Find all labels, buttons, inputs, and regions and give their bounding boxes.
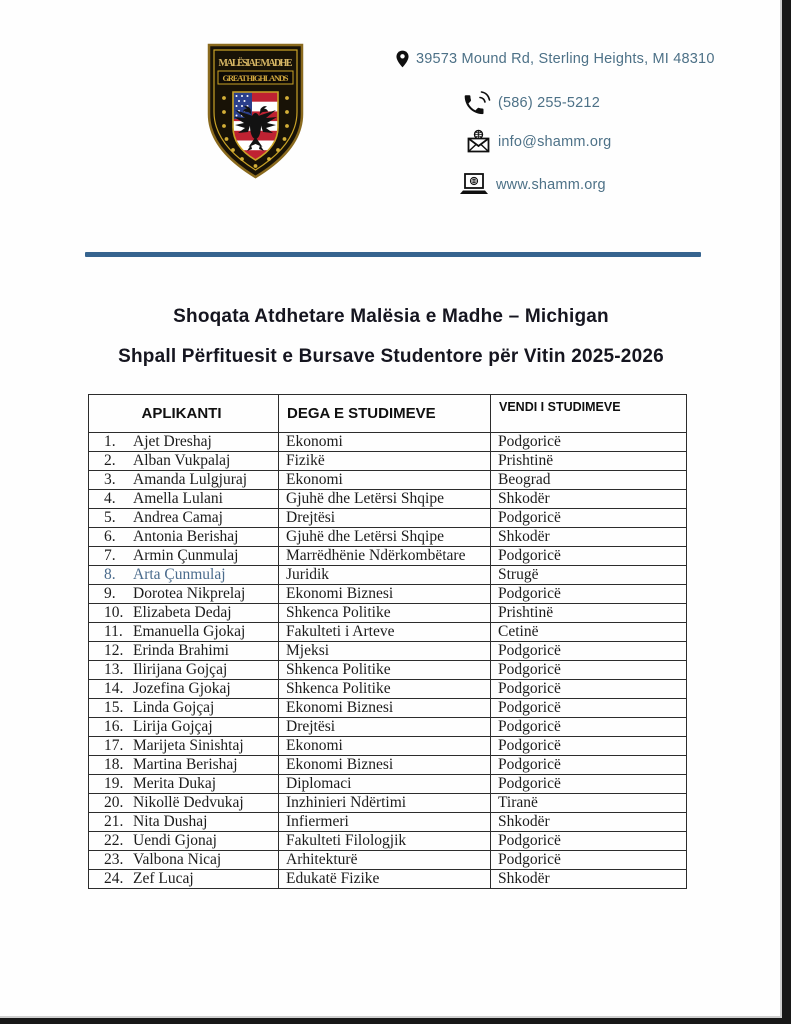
crest-shield-icon xyxy=(205,42,306,181)
row-number: 12. xyxy=(104,642,124,659)
study-field: Diplomaci xyxy=(279,775,491,794)
applicant-name: Nikollë Dedvukaj xyxy=(133,794,244,811)
address-text: 39573 Mound Rd, Sterling Heights, MI 48310 xyxy=(416,51,715,67)
study-city: Podgoricë xyxy=(491,433,687,452)
table-row xyxy=(89,547,687,566)
study-city: Podgoricë xyxy=(491,699,687,718)
applicant-name: Elizabeta Dedaj xyxy=(133,604,232,621)
contact-phone-row xyxy=(464,90,600,115)
applicant-name: Lirija Gojçaj xyxy=(133,718,213,735)
study-city: Podgoricë xyxy=(491,756,687,775)
row-number: 23. xyxy=(104,851,124,868)
study-field: Ekonomi xyxy=(279,737,491,756)
applicant-name: Valbona Nicaj xyxy=(133,851,222,868)
table-row xyxy=(89,509,687,528)
study-city: Podgoricë xyxy=(491,547,687,566)
contact-email-row xyxy=(466,129,611,154)
study-city: Shkodër xyxy=(491,813,687,832)
applicant-name: Amella Lulani xyxy=(133,490,223,507)
applicant-name: Arta Çunmulaj xyxy=(133,566,226,583)
table-row xyxy=(89,794,687,813)
applicant-name: Marijeta Sinishtaj xyxy=(133,737,244,754)
study-field: Ekonomi Biznesi xyxy=(279,585,491,604)
table-row xyxy=(89,623,687,642)
row-number: 6. xyxy=(104,528,116,545)
row-number: 9. xyxy=(104,585,116,602)
table-header-row xyxy=(89,395,687,433)
study-city: Shkodër xyxy=(491,490,687,509)
study-city: Podgoricë xyxy=(491,661,687,680)
row-number: 17. xyxy=(104,737,124,754)
column-header-applicant: APLIKANTI xyxy=(89,395,279,433)
table-row xyxy=(89,756,687,775)
column-header-field: DEGA E STUDIMEVE xyxy=(279,395,491,433)
study-field: Ekonomi Biznesi xyxy=(279,756,491,775)
study-field: Shkenca Politike xyxy=(279,661,491,680)
row-number: 11. xyxy=(104,623,123,640)
study-field: Drejtësi xyxy=(279,718,491,737)
study-city: Podgoricë xyxy=(491,832,687,851)
association-crest-logo xyxy=(205,42,306,181)
study-city: Prishtinë xyxy=(491,604,687,623)
laptop-globe-icon xyxy=(459,172,489,198)
row-number: 24. xyxy=(104,870,124,887)
row-number: 13. xyxy=(104,661,124,678)
applicant-name: Antonia Berishaj xyxy=(133,528,239,545)
applicant-name: Zef Lucaj xyxy=(133,870,194,887)
applicant-name: Uendi Gjonaj xyxy=(133,832,217,849)
applicant-name: Emanuella Gjokaj xyxy=(133,623,246,640)
row-number: 22. xyxy=(104,832,124,849)
table-row xyxy=(89,680,687,699)
study-field: Mjeksi xyxy=(279,642,491,661)
study-field: Drejtësi xyxy=(279,509,491,528)
study-city: Shkodër xyxy=(491,870,687,889)
table-row xyxy=(89,528,687,547)
logo-subtitle-text: GREAT HIGHLANDS xyxy=(222,73,289,83)
study-city: Podgoricë xyxy=(491,851,687,870)
row-number: 10. xyxy=(104,604,124,621)
study-field: Shkenca Politike xyxy=(279,604,491,623)
study-field: Ekonomi xyxy=(279,471,491,490)
column-header-city: VENDI I STUDIMEVE xyxy=(491,395,687,433)
study-field: Marrëdhënie Ndërkombëtare xyxy=(279,547,491,566)
study-field: Shkenca Politike xyxy=(279,680,491,699)
study-field: Fakulteti Filologjik xyxy=(279,832,491,851)
row-number: 3. xyxy=(104,471,116,488)
study-city: Podgoricë xyxy=(491,775,687,794)
table-row xyxy=(89,642,687,661)
table-row xyxy=(89,699,687,718)
row-number: 16. xyxy=(104,718,124,735)
study-city: Podgoricë xyxy=(491,642,687,661)
applicant-name: Martina Berishaj xyxy=(133,756,238,773)
location-pin-icon xyxy=(396,50,409,68)
study-city: Beograd xyxy=(491,471,687,490)
table-row xyxy=(89,585,687,604)
study-city: Podgoricë xyxy=(491,680,687,699)
table-row xyxy=(89,718,687,737)
row-number: 21. xyxy=(104,813,124,830)
row-number: 4. xyxy=(104,490,116,507)
study-field: Gjuhë dhe Letërsi Shqipe xyxy=(279,528,491,547)
applicant-name: Amanda Lulgjuraj xyxy=(133,471,248,488)
table-row xyxy=(89,813,687,832)
applicant-name: Dorotea Nikprelaj xyxy=(133,585,246,602)
row-number: 7. xyxy=(104,547,116,564)
table-row xyxy=(89,832,687,851)
applicant-name: Merita Dukaj xyxy=(133,775,217,792)
table-row xyxy=(89,471,687,490)
table-row xyxy=(89,661,687,680)
document-title-line1: Shoqata Atdhetare Malësia e Madhe – Michigan xyxy=(173,306,609,327)
row-number: 5. xyxy=(104,509,116,526)
table-row xyxy=(89,566,687,585)
study-field: Arhitekturë xyxy=(279,851,491,870)
row-number: 20. xyxy=(104,794,124,811)
applicant-name: Andrea Camaj xyxy=(133,509,223,526)
recipients-table xyxy=(88,394,687,889)
applicant-name: Ilirijana Gojçaj xyxy=(133,661,228,678)
table-body xyxy=(89,433,687,889)
table-row xyxy=(89,433,687,452)
study-field: Infiermeri xyxy=(279,813,491,832)
study-field: Juridik xyxy=(279,566,491,585)
applicant-name: Linda Gojçaj xyxy=(133,699,215,716)
applicant-name: Jozefina Gjokaj xyxy=(133,680,231,697)
contact-website-row xyxy=(459,172,606,198)
study-field: Edukatë Fizike xyxy=(279,870,491,889)
table-row xyxy=(89,870,687,889)
study-field: Ekonomi Biznesi xyxy=(279,699,491,718)
website-text: www.shamm.org xyxy=(496,177,606,193)
document-title-line2: Shpall Përfituesit e Bursave Studentore për Vitin 2025-2026 xyxy=(118,346,664,367)
contact-address-row xyxy=(396,50,715,68)
study-city: Podgoricë xyxy=(491,737,687,756)
row-number: 1. xyxy=(104,433,116,450)
applicant-name: Alban Vukpalaj xyxy=(133,452,231,469)
applicant-name: Erinda Brahimi xyxy=(133,642,229,659)
study-city: Strugë xyxy=(491,566,687,585)
logo-title-text: MALËSIA E MADHE xyxy=(218,58,293,69)
applicant-name: Ajet Dreshaj xyxy=(133,433,212,450)
table-row xyxy=(89,490,687,509)
table-row xyxy=(89,775,687,794)
row-number: 18. xyxy=(104,756,124,773)
phone-text: (586) 255-5212 xyxy=(498,94,600,111)
table-row xyxy=(89,851,687,870)
study-city: Prishtinë xyxy=(491,452,687,471)
study-city: Podgoricë xyxy=(491,585,687,604)
study-city: Podgoricë xyxy=(491,718,687,737)
study-city: Shkodër xyxy=(491,528,687,547)
email-envelope-icon xyxy=(466,129,491,154)
row-number: 14. xyxy=(104,680,124,697)
study-field: Ekonomi xyxy=(279,433,491,452)
table-row xyxy=(89,737,687,756)
row-number: 19. xyxy=(104,775,124,792)
study-city: Tiranë xyxy=(491,794,687,813)
row-number: 2. xyxy=(104,452,116,469)
study-field: Fakulteti i Arteve xyxy=(279,623,491,642)
applicant-name: Armin Çunmulaj xyxy=(133,547,239,564)
table-row xyxy=(89,452,687,471)
row-number: 15. xyxy=(104,699,124,716)
row-number: 8. xyxy=(104,566,116,583)
study-field: Inzhinieri Ndërtimi xyxy=(279,794,491,813)
applicant-name: Nita Dushaj xyxy=(133,813,208,830)
study-city: Cetinë xyxy=(491,623,687,642)
header-divider-line xyxy=(85,252,701,257)
study-field: Fizikë xyxy=(279,452,491,471)
study-city: Podgoricë xyxy=(491,509,687,528)
phone-icon xyxy=(464,90,491,115)
study-field: Gjuhë dhe Letërsi Shqipe xyxy=(279,490,491,509)
table-row xyxy=(89,604,687,623)
email-text: info@shamm.org xyxy=(498,133,612,150)
